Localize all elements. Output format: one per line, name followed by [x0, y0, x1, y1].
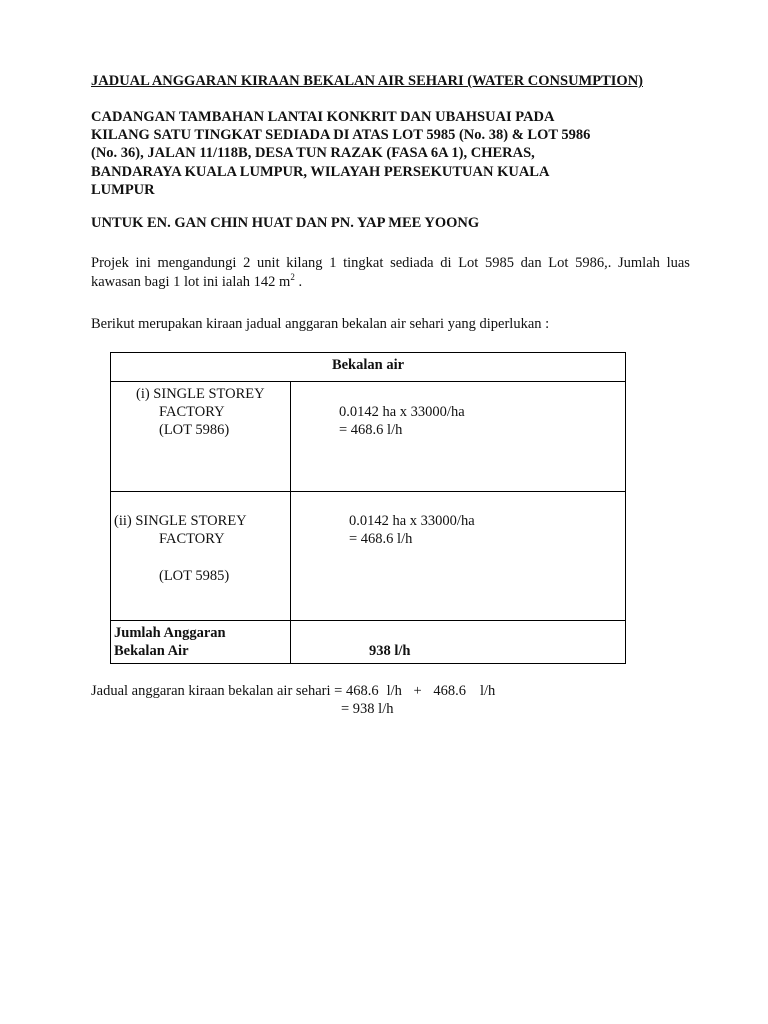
intro-line-1 — [91, 254, 690, 273]
table-lead-in: Berikut merupakan kiraan jadual anggaran bekalan air sehari yang diperlukan : — [91, 316, 550, 332]
intro-word: 2 — [243, 255, 251, 271]
summary-operator: + — [413, 683, 422, 699]
document-title: JADUAL ANGGARAN KIRAAN BEKALAN AIR SEHARI (WATER CONSUMPTION) — [91, 73, 643, 89]
intro-word: Lot — [458, 255, 479, 271]
intro-word: 5985 — [485, 255, 514, 271]
table-border — [110, 663, 626, 664]
intro-end: . — [294, 274, 303, 290]
summary-label: Jadual anggaran kiraan bekalan air sehari = — [91, 683, 343, 699]
row-calc-line: = 468.6 l/h — [339, 422, 403, 438]
intro-word: luas — [666, 255, 690, 271]
intro-word: kilang — [286, 255, 323, 271]
row-label-line: (ii) SINGLE STOREY — [114, 513, 247, 529]
row-label-line: (LOT 5985) — [159, 568, 230, 584]
table-border — [110, 491, 626, 492]
subject-line: LUMPUR — [91, 181, 155, 198]
summary-result: = 938 l/h — [341, 701, 394, 717]
row-calc-line: = 468.6 l/h — [349, 531, 413, 547]
project-subject — [91, 108, 651, 199]
total-label-line: Bekalan Air — [114, 643, 189, 659]
subject-line: KILANG SATU TINGKAT SEDIADA DI ATAS LOT 5985 (No. 38) & LOT 5986 — [91, 127, 591, 144]
table-border — [625, 352, 626, 664]
table-border — [110, 352, 626, 353]
row-label-line: (LOT 5986) — [159, 422, 230, 438]
intro-word: 1 — [329, 255, 337, 271]
row-calc-line: 0.0142 ha x 33000/ha — [339, 404, 465, 420]
intro-word: unit — [257, 255, 280, 271]
summary-term: 468.6 — [433, 683, 466, 699]
intro-word: Jumlah — [618, 255, 660, 271]
intro-word: sediada — [390, 255, 434, 271]
water-supply-table — [110, 352, 626, 664]
table-border — [290, 381, 291, 664]
table-border — [110, 381, 626, 382]
subject-line: CADANGAN TAMBAHAN LANTAI KONKRIT DAN UBAHSUAI PADA — [91, 109, 555, 125]
intro-word: 5986,. — [575, 255, 612, 271]
intro-word: tingkat — [343, 255, 384, 271]
total-value: 938 l/h — [369, 643, 411, 659]
table-header: Bekalan air — [331, 357, 405, 373]
table-border — [110, 620, 626, 621]
subject-line: (No. 36), JALAN 11/118B, DESA TUN RAZAK (FASA 6A 1), CHERAS, — [91, 145, 535, 162]
summary-unit: l/h — [386, 683, 402, 699]
client-line: UNTUK EN. GAN CHIN HUAT DAN PN. YAP MEE YOONG — [91, 215, 480, 231]
row-label-line: FACTORY — [159, 531, 225, 547]
subject-line: BANDARAYA KUALA LUMPUR, WILAYAH PERSEKUTUAN KUALA — [91, 163, 550, 180]
intro-word: mengandungi — [157, 255, 237, 271]
intro-word: ini — [135, 255, 151, 271]
intro-word: Lot — [548, 255, 569, 271]
summary-term: 468.6 — [345, 683, 379, 699]
intro-word: dan — [520, 255, 542, 271]
intro-area-text: kawasan bagi 1 lot ini ialah 142 m — [91, 274, 291, 290]
intro-word: Projek — [91, 255, 129, 271]
area-superscript: 2 — [290, 272, 295, 283]
intro-paragraph — [91, 254, 690, 292]
row-calc-line: 0.0142 ha x 33000/ha — [349, 513, 475, 529]
intro-word: di — [440, 255, 452, 271]
row-label-line: (i) SINGLE STOREY — [136, 386, 265, 402]
total-label-line: Jumlah Anggaran — [114, 625, 226, 641]
intro-line-2 — [91, 273, 690, 292]
row-label-line: FACTORY — [159, 404, 225, 420]
summary-calculation — [91, 682, 496, 717]
table-border — [110, 352, 111, 664]
summary-unit: l/h — [479, 683, 496, 699]
